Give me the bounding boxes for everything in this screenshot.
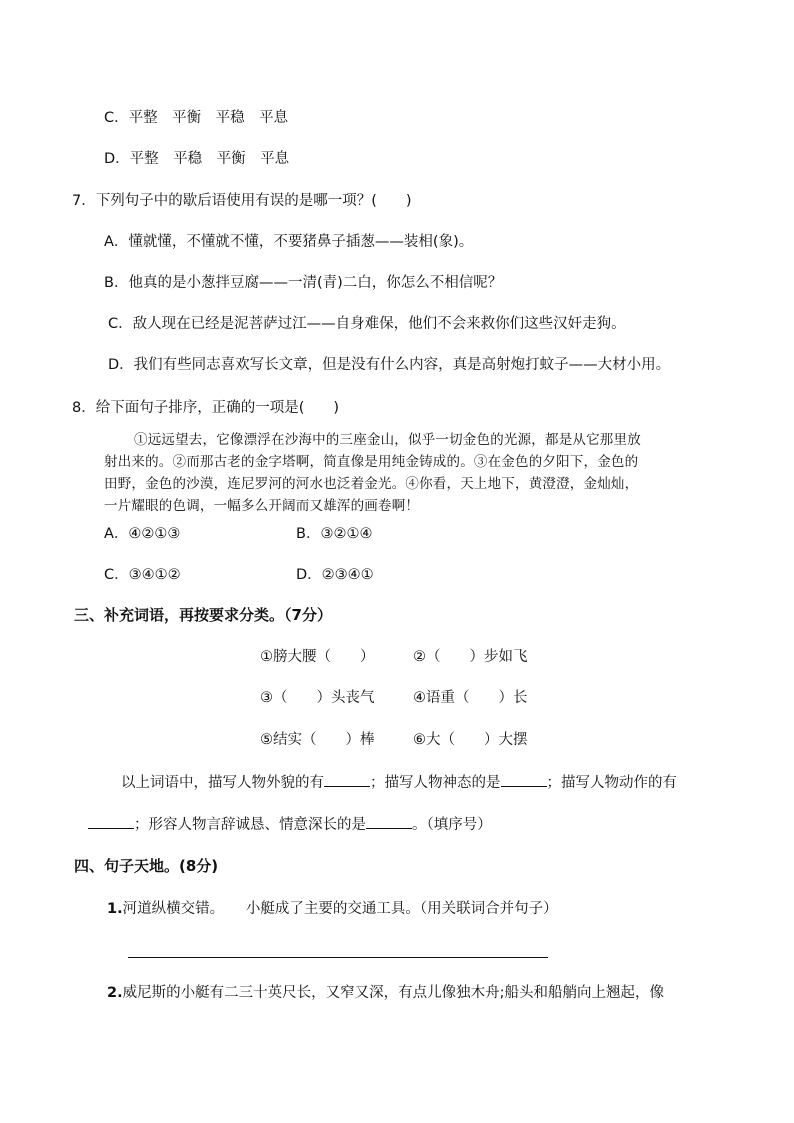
q8-stem: 8．给下面句子排序，正确的一项是( ) [72,400,340,416]
q8-passage-line-1: ①远远望去，它像漂浮在沙海中的三座金山，似乎一切金色的光源，都是从它那里放 [134,432,641,448]
classify-instruction: 。（填序号） [412,817,492,833]
section3-title: 三、补充词语，再按要求分类。（7分） [74,606,332,624]
q8-option-a: A．④②①③ [104,526,181,542]
classify-expression-label: ；描写人物神态的是 [370,775,501,791]
speech-blank[interactable] [366,813,412,829]
q7-option-a: A．懂就懂，不懂就不懂，不要猪鼻子插葱——装相(象)。 [104,234,474,250]
q7-option-c: C．敌人现在已经是泥菩萨过江——自身难保，他们不会来救你们这些汉奸走狗。 [108,316,626,332]
classify-speech-label: ；形容人物言辞诚恳、情意深长的是 [134,817,366,833]
q7-option-d: D．我们有些同志喜欢写长文章，但是没有什么内容，真是高射炮打蚊子——大材小用。 [108,357,671,373]
word-6: ⑥大（ ）大摆 [413,732,528,748]
q1-number: 1. [107,901,123,917]
q8-passage-line-2: 射出来的。②而那古老的金字塔啊，简直像是用纯金铸成的。③在金色的夕阳下，金色的 [104,454,639,470]
classify-line-2 [88,813,492,835]
word-1: ①膀大腰（ ） [260,649,375,665]
q2-text: 威尼斯的小艇有二三十英尺长，又窄又深，有点儿像独木舟;船头和船艄向上翘起，像 [122,985,664,1001]
q8-passage-line-3: 田野，金色的沙漠，连尼罗河的河水也泛着金光。④你看，天上地下，黄澄澄，金灿灿， [104,476,639,492]
q7-stem: 7．下列句子中的歇后语使用有误的是哪一项？( ) [72,193,412,209]
expression-blank[interactable] [501,771,547,787]
word-4: ④语重（ ）长 [413,690,528,706]
word-2: ②（ ）步如飞 [413,649,528,665]
q8-option-b: B．③②①④ [296,526,373,542]
q1-text: 河道纵横交错。 小艇成了主要的交通工具。（用关联词合并句子） [122,901,558,917]
appearance-blank[interactable] [324,771,370,787]
q2-number: 2. [107,985,123,1001]
section4-title: 四、句子天地。(8分) [74,857,219,875]
classify-action-label: ；描写人物动作的有 [546,775,677,791]
q7-option-b: B．他真的是小葱拌豆腐——一清(青)二白，你怎么不相信呢？ [104,275,503,291]
q6-option-d: D．平整 平稳 平衡 平息 [104,151,290,167]
q6-option-c: C．平整 平衡 平稳 平息 [104,110,289,126]
word-3: ③（ ）头丧气 [260,690,375,706]
q8-option-d: D．②③④① [296,567,374,583]
q8-option-c: C．③④①② [104,567,181,583]
classify-appearance-label: 以上词语中，描写人物外貌的有 [121,775,324,791]
word-5: ⑤结实（ ）棒 [260,732,375,748]
section4-q1 [107,899,558,919]
section4-q2 [107,983,664,1003]
q1-answer-line[interactable] [128,957,548,958]
action-blank[interactable] [88,813,134,829]
classify-line-1 [121,771,677,793]
q8-passage-line-4: 一片耀眼的色调，一幅多么开阔而又雄浑的画卷啊！ [104,498,420,514]
